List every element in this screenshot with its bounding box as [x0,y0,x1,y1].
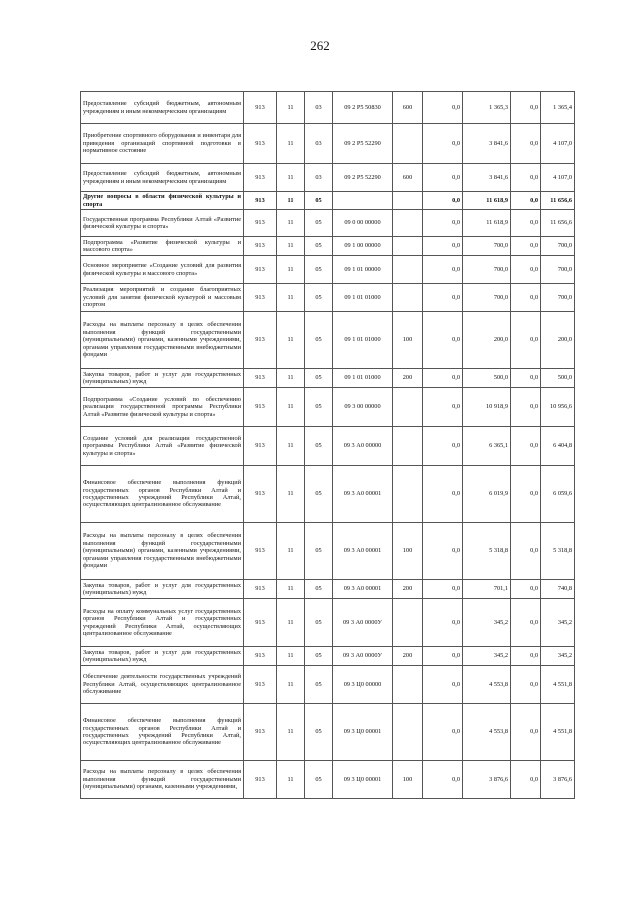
expense-type-code [393,388,423,427]
subsection-code: 05 [305,237,333,256]
amount-1: 0,0 [423,256,463,284]
expense-type-code [393,466,423,523]
subsection-code: 05 [305,369,333,388]
target-article-code: 09 1 01 01000 [333,369,393,388]
expense-type-code: 200 [393,580,423,599]
ved-code: 913 [244,256,277,284]
ved-code: 913 [244,647,277,666]
amount-4: 700,0 [541,256,575,284]
amount-4: 700,0 [541,237,575,256]
section-code: 11 [277,256,305,284]
amount-3: 0,0 [511,237,541,256]
row-name: Обеспечение деятельности государственных учреждений Республики Алтай, осуществляющих централизованное обслуживание [81,666,244,704]
amount-4: 4 107,0 [541,124,575,164]
amount-2: 500,0 [463,369,511,388]
subsection-code: 05 [305,312,333,369]
amount-4: 11 656,6 [541,210,575,237]
amount-2: 11 618,9 [463,210,511,237]
target-article-code: 09 2 P5 52290 [333,164,393,192]
target-article-code: 09 3 А0 00001 [333,466,393,523]
subsection-code: 05 [305,284,333,312]
row-name: Финансовое обеспечение выполнения функций государственных органов Республики Алтай и государственных учреждений Республики Алтай, осуществляющих централизованное обслуживание [81,704,244,761]
row-name: Расходы на выплаты персоналу в целях обеспечения выполнения функций государственными (муниципальными) органами, казенными учреждениями, органами управления государственными внебюджетными фондами [81,312,244,369]
section-code: 11 [277,580,305,599]
amount-1: 0,0 [423,192,463,210]
expense-type-code [393,210,423,237]
target-article-code: 09 3 00 00000 [333,388,393,427]
ved-code: 913 [244,237,277,256]
section-code: 11 [277,599,305,647]
expense-type-code [393,192,423,210]
table-row [81,369,575,388]
section-code: 11 [277,210,305,237]
target-article-code: 09 2 P5 52290 [333,124,393,164]
amount-1: 0,0 [423,599,463,647]
amount-1: 0,0 [423,666,463,704]
amount-3: 0,0 [511,312,541,369]
subsection-code: 05 [305,523,333,580]
row-name: Закупка товаров, работ и услуг для государственных (муниципальных) нужд [81,580,244,599]
ved-code: 913 [244,369,277,388]
section-code: 11 [277,237,305,256]
amount-1: 0,0 [423,124,463,164]
expense-type-code: 600 [393,164,423,192]
section-code: 11 [277,761,305,799]
table-row [81,210,575,237]
table-row [81,312,575,369]
subsection-code: 05 [305,666,333,704]
table-row [81,523,575,580]
target-article-code: 09 3 А0 0000У [333,599,393,647]
amount-4: 200,0 [541,312,575,369]
target-article-code: 09 3 А0 00001 [333,580,393,599]
ved-code: 913 [244,666,277,704]
subsection-code: 05 [305,388,333,427]
expense-type-code [393,124,423,164]
amount-4: 700,0 [541,284,575,312]
amount-4: 6 404,8 [541,427,575,466]
amount-1: 0,0 [423,466,463,523]
ved-code: 913 [244,523,277,580]
row-name: Финансовое обеспечение выполнения функций государственных органов Республики Алтай и государственных учреждений Республики Алтай, осуществляющих централизованное обслуживание [81,466,244,523]
row-name: Основное мероприятие «Создание условий для развития физической культуры и массового спорта» [81,256,244,284]
amount-1: 0,0 [423,284,463,312]
amount-4: 5 318,8 [541,523,575,580]
amount-1: 0,0 [423,164,463,192]
target-article-code: 09 3 Ц0 00001 [333,704,393,761]
amount-1: 0,0 [423,369,463,388]
expense-type-code [393,284,423,312]
amount-3: 0,0 [511,124,541,164]
amount-3: 0,0 [511,192,541,210]
ved-code: 913 [244,92,277,124]
target-article-code: 09 3 А0 00000 [333,427,393,466]
amount-1: 0,0 [423,388,463,427]
section-code: 11 [277,388,305,427]
expense-type-code: 200 [393,369,423,388]
target-article-code: 09 1 01 00000 [333,256,393,284]
amount-4: 4 107,0 [541,164,575,192]
table-row [81,599,575,647]
amount-2: 701,1 [463,580,511,599]
section-code: 11 [277,92,305,124]
amount-3: 0,0 [511,210,541,237]
ved-code: 913 [244,284,277,312]
amount-3: 0,0 [511,599,541,647]
ved-code: 913 [244,761,277,799]
amount-3: 0,0 [511,256,541,284]
table-row [81,580,575,599]
page-number: 262 [310,38,330,53]
row-name: Закупка товаров, работ и услуг для государственных (муниципальных) нужд [81,647,244,666]
amount-2: 700,0 [463,284,511,312]
amount-2: 11 618,9 [463,192,511,210]
target-article-code: 09 3 А0 0000У [333,647,393,666]
subsection-code: 05 [305,192,333,210]
target-article-code: 09 1 01 01000 [333,284,393,312]
table-row [81,647,575,666]
subsection-code: 05 [305,647,333,666]
target-article-code: 09 3 А0 00001 [333,523,393,580]
amount-2: 3 876,6 [463,761,511,799]
section-code: 11 [277,704,305,761]
amount-3: 0,0 [511,284,541,312]
section-code: 11 [277,124,305,164]
expense-type-code [393,427,423,466]
target-article-code: 09 1 00 00000 [333,237,393,256]
amount-2: 700,0 [463,256,511,284]
amount-1: 0,0 [423,92,463,124]
amount-4: 4 551,8 [541,666,575,704]
section-code: 11 [277,192,305,210]
table-row [81,124,575,164]
amount-3: 0,0 [511,704,541,761]
amount-2: 6 365,1 [463,427,511,466]
ved-code: 913 [244,599,277,647]
amount-3: 0,0 [511,761,541,799]
subsection-code: 05 [305,580,333,599]
amount-2: 345,2 [463,599,511,647]
target-article-code: 09 0 00 00000 [333,210,393,237]
subsection-code: 05 [305,256,333,284]
table-row [81,427,575,466]
section-code: 11 [277,666,305,704]
section-code: 11 [277,647,305,666]
expense-type-code [393,704,423,761]
ved-code: 913 [244,192,277,210]
amount-1: 0,0 [423,312,463,369]
table-row [81,256,575,284]
row-name: Расходы на оплату коммунальных услуг государственных органов Республики Алтай и государственных учреждений Республики Алтай, осуществляющих централизованное обслуживание [81,599,244,647]
amount-3: 0,0 [511,369,541,388]
row-name: Реализация мероприятий и создание благоприятных условий для занятия физической культурой и массовым спортом [81,284,244,312]
expense-type-code: 200 [393,647,423,666]
table-row [81,92,575,124]
ved-code: 913 [244,580,277,599]
subsection-code: 03 [305,124,333,164]
amount-2: 345,2 [463,647,511,666]
amount-3: 0,0 [511,666,541,704]
section-code: 11 [277,369,305,388]
expense-type-code [393,666,423,704]
table-row [81,761,575,799]
row-name: Предоставление субсидий бюджетным, автономным учреждениям и иным некоммерческим организациям [81,92,244,124]
ved-code: 913 [244,124,277,164]
amount-4: 10 956,6 [541,388,575,427]
amount-2: 1 365,3 [463,92,511,124]
amount-4: 740,8 [541,580,575,599]
expense-type-code: 100 [393,312,423,369]
target-article-code: 09 3 Ц0 00000 [333,666,393,704]
table-row [81,237,575,256]
row-name: Расходы на выплаты персоналу в целях обеспечения выполнения функций государственными (муниципальными) органами, казенными учреждениями, органами управления государственными внебюджетными фондами [81,523,244,580]
expense-type-code: 600 [393,92,423,124]
amount-3: 0,0 [511,466,541,523]
expense-type-code [393,237,423,256]
amount-3: 0,0 [511,523,541,580]
amount-1: 0,0 [423,210,463,237]
amount-2: 4 553,8 [463,666,511,704]
table-row [81,164,575,192]
row-name: Предоставление субсидий бюджетным, автономным учреждениям и иным некоммерческим организациям [81,164,244,192]
amount-4: 3 876,6 [541,761,575,799]
amount-2: 6 019,9 [463,466,511,523]
amount-2: 4 553,8 [463,704,511,761]
row-name: Приобретение спортивного оборудования и инвентаря для приведения организаций спортивной подготовки в нормативное состояние [81,124,244,164]
amount-4: 345,2 [541,599,575,647]
amount-3: 0,0 [511,164,541,192]
amount-3: 0,0 [511,388,541,427]
subsection-code: 05 [305,761,333,799]
subsection-code: 03 [305,92,333,124]
subsection-code: 03 [305,164,333,192]
section-code: 11 [277,284,305,312]
budget-table [80,91,575,799]
ved-code: 913 [244,312,277,369]
subsection-code: 05 [305,427,333,466]
row-name: Расходы на выплаты персоналу в целях обеспечения выполнения функций государственными (муниципальными) органами, казенными учреждениями, [81,761,244,799]
ved-code: 913 [244,388,277,427]
amount-4: 1 365,4 [541,92,575,124]
section-code: 11 [277,164,305,192]
amount-2: 700,0 [463,237,511,256]
amount-2: 3 841,6 [463,164,511,192]
amount-4: 6 059,6 [541,466,575,523]
row-name: Создание условий для реализации государственной программы Республики Алтай «Развитие физической культуры и спорта» [81,427,244,466]
subsection-code: 05 [305,599,333,647]
subsection-code: 05 [305,466,333,523]
target-article-code: 09 2 P5 50830 [333,92,393,124]
table-row [81,666,575,704]
section-code: 11 [277,312,305,369]
amount-1: 0,0 [423,647,463,666]
row-name: Подпрограмма «Развитие физической культуры и массового спорта» [81,237,244,256]
row-name: Подпрограмма «Создание условий по обеспечению реализации государственной программы Республики Алтай «Развитие физической культуры и спорта» [81,388,244,427]
amount-2: 3 841,6 [463,124,511,164]
ved-code: 913 [244,210,277,237]
ved-code: 913 [244,427,277,466]
target-article-code: 09 3 Ц0 00001 [333,761,393,799]
row-name: Другие вопросы в области физической культуры и спорта [81,192,244,210]
row-name: Государственная программа Республики Алтай «Развитие физической культуры и спорта» [81,210,244,237]
amount-3: 0,0 [511,580,541,599]
expense-type-code [393,599,423,647]
amount-2: 5 318,8 [463,523,511,580]
amount-3: 0,0 [511,427,541,466]
amount-3: 0,0 [511,92,541,124]
subsection-code: 05 [305,704,333,761]
amount-1: 0,0 [423,427,463,466]
amount-3: 0,0 [511,647,541,666]
amount-2: 200,0 [463,312,511,369]
amount-4: 11 656,6 [541,192,575,210]
amount-1: 0,0 [423,523,463,580]
subsection-code: 05 [305,210,333,237]
section-code: 11 [277,523,305,580]
row-name: Закупка товаров, работ и услуг для государственных (муниципальных) нужд [81,369,244,388]
amount-1: 0,0 [423,704,463,761]
table-row [81,192,575,210]
table-row [81,466,575,523]
target-article-code: 09 1 01 01000 [333,312,393,369]
section-code: 11 [277,427,305,466]
target-article-code [333,192,393,210]
expense-type-code [393,256,423,284]
amount-1: 0,0 [423,237,463,256]
ved-code: 913 [244,704,277,761]
table-row [81,388,575,427]
table-row [81,284,575,312]
table-row [81,704,575,761]
expense-type-code: 100 [393,523,423,580]
ved-code: 913 [244,164,277,192]
ved-code: 913 [244,466,277,523]
amount-1: 0,0 [423,580,463,599]
amount-4: 500,0 [541,369,575,388]
amount-1: 0,0 [423,761,463,799]
expense-type-code: 100 [393,761,423,799]
amount-4: 345,2 [541,647,575,666]
amount-4: 4 551,8 [541,704,575,761]
section-code: 11 [277,466,305,523]
amount-2: 10 918,9 [463,388,511,427]
